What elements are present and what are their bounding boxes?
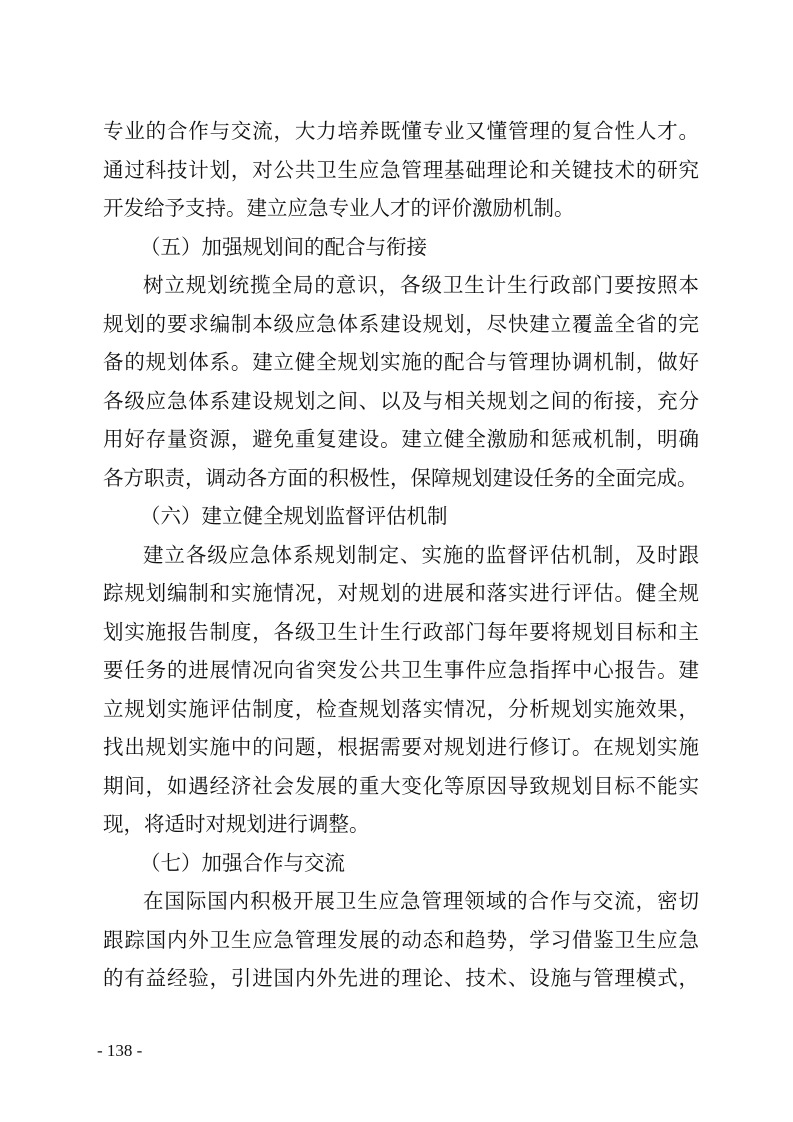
paragraph-line: 跟踪国内外卫生应急管理发展的动态和趋势，学习借鉴卫生应急 xyxy=(103,927,699,952)
paragraph-line: 立规划实施评估制度，检查规划落实情况，分析规划实施效果， xyxy=(103,696,699,721)
paragraph-line: 用好存量资源，避免重复建设。建立健全激励和惩戒机制，明确 xyxy=(103,427,699,451)
section-heading: （五）加强规划间的配合与衔接 xyxy=(140,234,427,259)
page-number: - 138 - xyxy=(97,1041,143,1060)
paragraph-line: 规划的要求编制本级应急体系建设规划，尽快建立覆盖全省的完 xyxy=(103,311,699,336)
paragraph-line: 在国际国内积极开展卫生应急管理领域的合作与交流，密切 xyxy=(143,889,699,913)
paragraph-line: 各方职责，调动各方面的积极性，保障规划建设任务的全面完成。 xyxy=(103,465,698,490)
paragraph-line: 要任务的进展情况向省突发公共卫生事件应急指挥中心报告。建 xyxy=(103,658,699,682)
paragraph-line: 建立各级应急体系规划制定、实施的监督评估机制，及时跟 xyxy=(143,542,699,567)
paragraph-line: 踪规划编制和实施情况，对规划的进展和落实进行评估。健全规 xyxy=(103,581,699,605)
paragraph-line: 找出规划实施中的问题，根据需要对规划进行修订。在规划实施 xyxy=(103,735,699,759)
paragraph-line: 树立规划统揽全局的意识，各级卫生计生行政部门要按照本 xyxy=(143,273,699,297)
paragraph-line: 专业的合作与交流，大力培养既懂专业又懂管理的复合性人才。 xyxy=(103,119,699,143)
section-heading: （七）加强合作与交流 xyxy=(140,850,345,875)
paragraph-line: 划实施报告制度，各级卫生计生行政部门每年要将规划目标和主 xyxy=(103,619,699,644)
paragraph-line: 的有益经验，引进国内外先进的理论、技术、设施与管理模式， xyxy=(103,966,699,990)
paragraph-line: 期间，如遇经济社会发展的重大变化等原因导致规划目标不能实 xyxy=(103,773,699,798)
paragraph-line: 备的规划体系。建立健全规划实施的配合与管理协调机制，做好 xyxy=(103,350,699,374)
paragraph-line: 现，将适时对规划进行调整。 xyxy=(103,812,370,836)
paragraph-line: 通过科技计划，对公共卫生应急管理基础理论和关键技术的研究 xyxy=(103,157,699,182)
section-heading: （六）建立健全规划监督评估机制 xyxy=(140,504,448,528)
paragraph-line: 开发给予支持。建立应急专业人才的评价激励机制。 xyxy=(103,196,575,220)
body-text xyxy=(103,112,699,998)
paragraph-line: 各级应急体系建设规划之间、以及与相关规划之间的衔接，充分 xyxy=(103,388,699,413)
